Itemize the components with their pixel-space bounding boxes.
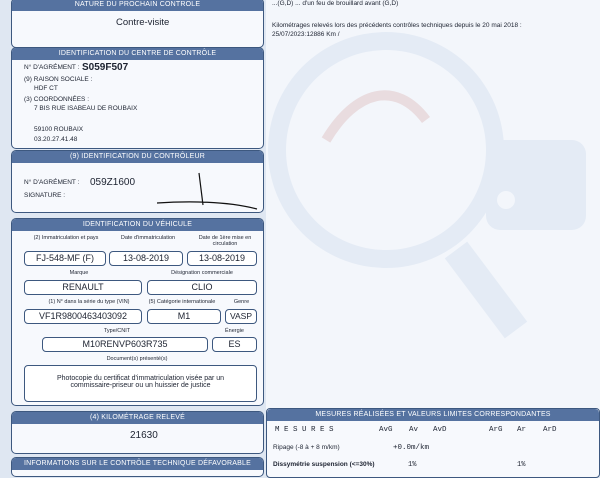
date-immat-value: 13-08-2019 xyxy=(109,251,183,266)
prochain-controle-header: NATURE DU PROCHAIN CONTROLE xyxy=(12,0,263,11)
energie-caption: Énergie xyxy=(225,328,244,334)
informations-panel xyxy=(11,457,264,477)
address-line1: 7 BIS RUE ISABEAU DE ROUBAIX xyxy=(34,105,138,112)
vehicule-panel xyxy=(11,218,264,406)
watermark-magnifier-car-icon xyxy=(266,0,600,470)
controleur-panel xyxy=(11,150,264,213)
right-column xyxy=(266,0,600,470)
coordonnees-label: (3) COORDONNÉES : xyxy=(24,96,90,103)
right-top-line2: Kilométrages relevés lors des précédents contrôles techniques depuis le 20 mai 2018 : xyxy=(272,22,522,29)
controleur-agrement-label: N° D'AGRÉMENT : xyxy=(24,179,80,186)
informations-header: INFORMATIONS SUR LE CONTRÔLE TECHNIQUE DÉFAVORABLE xyxy=(12,458,263,470)
ripage-value: +0.0m/km xyxy=(393,444,430,452)
address-line2: 59100 ROUBAIX xyxy=(34,126,84,133)
col-arg: ArG xyxy=(489,426,503,434)
genre-value: VASP xyxy=(225,309,257,324)
marque-caption: Marque xyxy=(69,270,89,276)
genre-caption: Genre xyxy=(233,299,250,305)
type-value: M10RENVP603R735 xyxy=(42,337,208,352)
designation-value: CLIO xyxy=(147,280,257,295)
prochain-controle-panel xyxy=(11,0,264,48)
vin-value: VF1R9800463403092 xyxy=(24,309,142,324)
centre-agrement-value: S059F507 xyxy=(82,62,129,73)
centre-panel xyxy=(11,47,264,149)
col-avd: AvD xyxy=(433,426,447,434)
centre-header: IDENTIFICATION DU CENTRE DE CONTRÔLE xyxy=(12,48,263,60)
mesures-panel xyxy=(266,408,600,478)
categorie-value: M1 xyxy=(147,309,221,324)
energie-value: ES xyxy=(212,337,257,352)
docs-line1: Photocopie du certificat d'immatriculation visée par un xyxy=(56,375,225,382)
marque-value: RENAULT xyxy=(24,280,142,295)
controleur-header: (9) IDENTIFICATION DU CONTRÔLEUR xyxy=(12,151,263,163)
docs-line2: commissaire-priseur ou un huissier de justice xyxy=(70,382,211,389)
vin-caption: (1) N° dans la série du type (VIN) xyxy=(48,299,130,305)
col-ar: Ar xyxy=(517,426,527,434)
type-caption: Type/CNIT xyxy=(103,328,131,334)
docs-box xyxy=(24,365,257,402)
kilometrage-panel xyxy=(11,411,264,454)
mesures-header: MESURES RÉALISÉES ET VALEURS LIMITES CORRESPONDANTES xyxy=(267,409,599,421)
raison-sociale-value: HDF CT xyxy=(34,85,58,92)
vehicule-header: IDENTIFICATION DU VÉHICULE xyxy=(12,219,263,231)
controleur-agrement-value: 059Z1600 xyxy=(90,177,136,188)
dissym-label: Dissymétrie suspension (<=30%) xyxy=(273,461,375,468)
categorie-caption: (5) Catégorie internationale xyxy=(148,299,216,305)
date-circ-caption: Date de 1ère mise en circulation xyxy=(198,235,252,247)
dissym-av: 1% xyxy=(408,461,417,469)
signature-label: SIGNATURE : xyxy=(24,192,66,199)
col-avg: AvG xyxy=(379,426,393,434)
mesures-title: M E S U R E S xyxy=(275,426,334,434)
prochain-controle-value: Contre-visite xyxy=(116,17,170,28)
raison-sociale-label: (9) RAISON SOCIALE : xyxy=(24,76,93,83)
right-top-line1: ...(G,D) ... d'un feu de brouillard avant (G,D) xyxy=(272,0,399,7)
signature xyxy=(147,171,267,211)
designation-caption: Désignation commerciale xyxy=(171,270,233,276)
docs-caption: Document(s) présenté(s) xyxy=(106,356,168,362)
date-immat-caption: Date d'immatriculation xyxy=(120,235,176,241)
right-top-line3: 25/07/2023:12886 Km / xyxy=(272,31,340,38)
ripage-label: Ripage (-8 à + 8 m/km) xyxy=(273,444,340,451)
col-ard: ArD xyxy=(543,426,557,434)
col-av: Av xyxy=(409,426,419,434)
immat-caption: (2) Immatriculation et pays xyxy=(33,235,99,241)
kilometrage-header: (4) KILOMÉTRAGE RELEVÉ xyxy=(12,412,263,424)
dissym-ar: 1% xyxy=(517,461,526,469)
date-circ-value: 13-08-2019 xyxy=(187,251,257,266)
centre-agrement-label: N° D'AGRÉMENT : xyxy=(24,64,80,71)
immat-value: FJ-548-MF (F) xyxy=(24,251,106,266)
kilometrage-value: 21630 xyxy=(130,430,158,441)
phone: 03.20.27.41.48 xyxy=(34,136,78,143)
